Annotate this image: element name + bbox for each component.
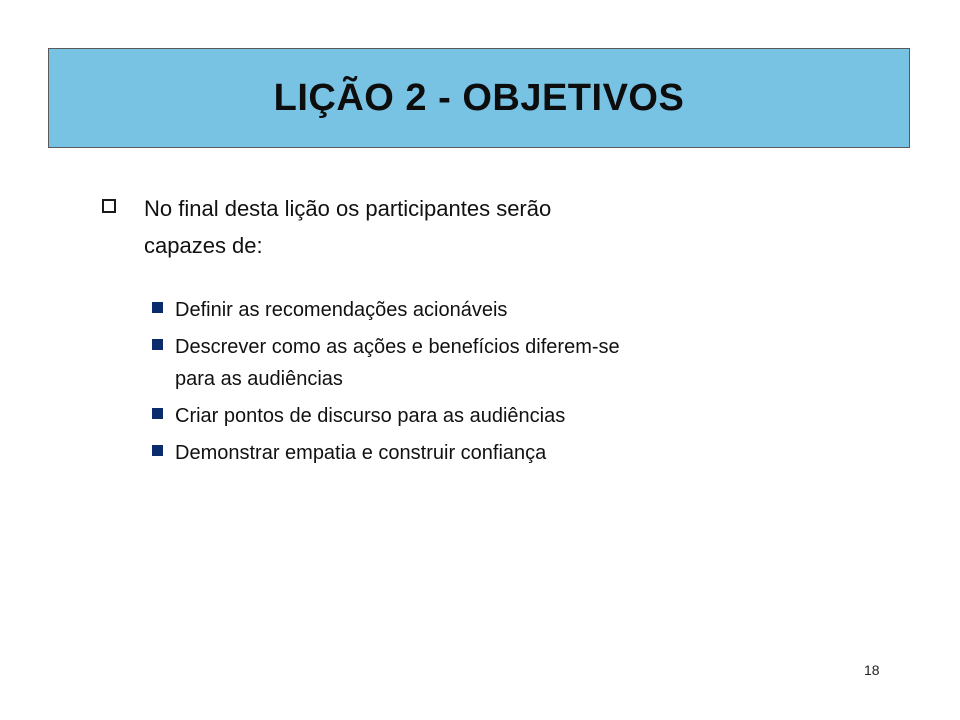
objective-text-line-1: Descrever como as ações e benefícios diferem-se — [175, 336, 620, 358]
filled-square-icon — [152, 339, 163, 350]
list-item — [152, 331, 832, 395]
objective-text: Definir as recomendações acionáveis — [175, 299, 508, 321]
objective-text: Criar pontos de discurso para as audiências — [175, 405, 566, 427]
intro-line-2: capazes de: — [144, 233, 263, 258]
title-banner — [48, 48, 910, 148]
hollow-square-icon — [102, 199, 116, 213]
objective-text — [175, 331, 620, 395]
list-item — [152, 400, 832, 432]
slide-title: LIÇÃO 2 - OBJETIVOS — [273, 76, 685, 119]
intro-text — [144, 190, 551, 264]
intro-line-1: No final desta lição os participantes serão — [144, 196, 552, 221]
objective-text: Demonstrar empatia e construir confiança — [175, 442, 547, 464]
list-item — [152, 294, 832, 326]
intro-item — [102, 190, 722, 264]
objectives-list — [152, 294, 832, 474]
objective-text-line-2: para as audiências — [175, 368, 343, 390]
filled-square-icon — [152, 408, 163, 419]
filled-square-icon — [152, 445, 163, 456]
filled-square-icon — [152, 302, 163, 313]
list-item — [152, 437, 832, 469]
page-number: 18 — [864, 662, 880, 678]
